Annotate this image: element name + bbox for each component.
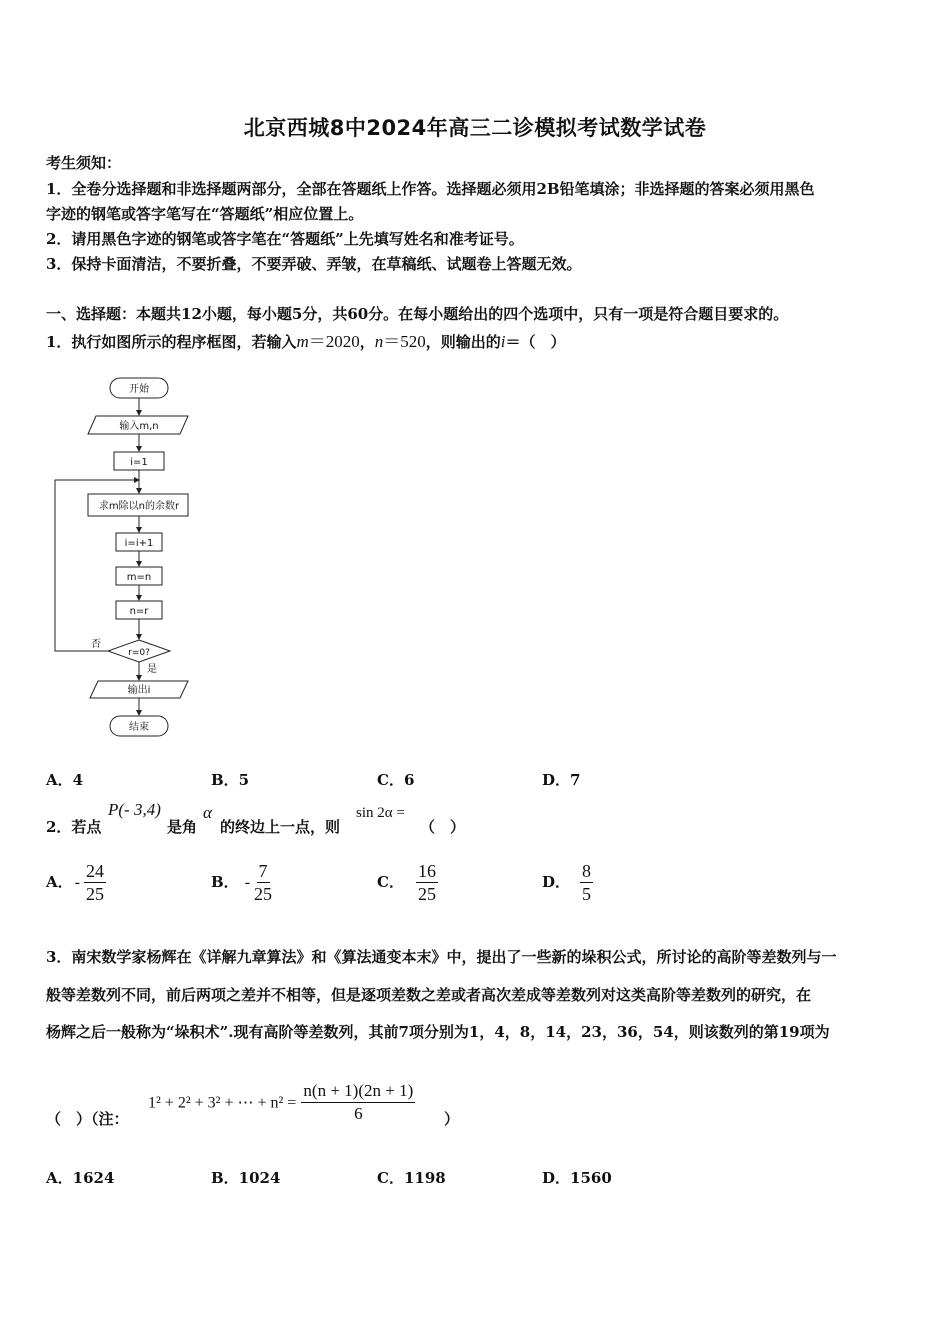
q3-formula-num: n(n + 1)(2n + 1) bbox=[301, 1080, 415, 1103]
flow-remainder-label: 求m除以n的余数r bbox=[98, 501, 180, 512]
q2-alpha: α bbox=[203, 803, 212, 822]
q3-note-suffix: ） bbox=[444, 1110, 460, 1128]
q3-line-1: 3．南宋数学家杨辉在《详解九章算法》和《算法通变本末》中，提出了一些新的垛积公式，所讨论的高阶等差数列与一 bbox=[46, 948, 837, 966]
q2-option-c-num: 16 bbox=[417, 861, 436, 881]
q2-option-b-num: 7 bbox=[258, 861, 268, 881]
flowchart bbox=[40, 370, 220, 745]
notice-line-1b: 字迹的钢笔或答字笔写在“答题纸”相应位置上。 bbox=[46, 205, 364, 223]
q2-mid: 是角 bbox=[167, 818, 198, 836]
flow-input-label: 输入m,n bbox=[119, 421, 159, 432]
q3-note-prefix: （ ）（注： bbox=[46, 1110, 129, 1128]
flow-yes-label: 是 bbox=[147, 664, 157, 675]
q3-formula bbox=[148, 1080, 415, 1125]
q3-option-d: D．1560 bbox=[542, 1169, 612, 1187]
q2-option-a-label: A． bbox=[46, 873, 73, 891]
q3-formula-lhs: 1² + 2² + 3² + ⋯ + n² = bbox=[148, 1094, 297, 1112]
q2-option-b-label: B． bbox=[211, 873, 239, 891]
notice-line-1a: 1．全卷分选择题和非选择题两部分，全部在答题纸上作答。选择题必须用2B铅笔填涂；非选择题的答案必须用黑色 bbox=[46, 180, 815, 198]
q2-suffix: （ ） bbox=[420, 818, 466, 836]
q1-m-val: ＝2020 bbox=[308, 332, 360, 351]
q2-option-b-den: 25 bbox=[254, 884, 273, 904]
notice-line-2: 2．请用黑色字迹的钢笔或答字笔在“答题纸”上先填写姓名和准考证号。 bbox=[46, 230, 524, 248]
q3-option-a: A．1624 bbox=[46, 1169, 115, 1187]
flow-start-label: 开始 bbox=[129, 384, 149, 395]
q2-option-a bbox=[46, 860, 106, 905]
q2-point: P(- 3,4) bbox=[108, 800, 161, 819]
flow-inc-label: i=i+1 bbox=[124, 538, 154, 549]
flow-assign-m-label: m=n bbox=[126, 572, 152, 583]
q1-n-val: ＝520 bbox=[383, 332, 426, 351]
q3-line-3: 杨辉之后一般称为“垛积术”.现有高阶等差数列，其前7项分别为1，4，8，14，23，36，54，则该数列的第19项为 bbox=[46, 1023, 830, 1041]
q1-suffix: ＝（ ） bbox=[505, 333, 566, 351]
q2-expr: sin 2α = bbox=[356, 805, 405, 821]
q1-option-b: B．5 bbox=[211, 771, 250, 789]
q2-prefix: 2．若点 bbox=[46, 818, 102, 836]
question-1-stem bbox=[46, 327, 566, 352]
q2-option-b-sign: - bbox=[244, 874, 251, 891]
q2-option-d-label: D． bbox=[542, 873, 571, 891]
q2-option-c bbox=[377, 860, 438, 905]
notice-heading: 考生须知： bbox=[46, 154, 122, 172]
q2-option-a-num: 24 bbox=[85, 861, 104, 881]
flow-output-label: 输出i bbox=[127, 685, 151, 696]
page-title: 北京西城8中2024年高三二诊模拟考试数学试卷 bbox=[243, 116, 707, 140]
q2-option-d bbox=[542, 860, 593, 905]
q1-comma: ， bbox=[359, 333, 375, 351]
q1-option-c: C．6 bbox=[377, 771, 415, 789]
flow-no-label: 否 bbox=[91, 639, 101, 650]
q1-prefix: 1．执行如图所示的程序框图，若输入 bbox=[46, 333, 297, 351]
q3-formula-den: 6 bbox=[354, 1104, 363, 1123]
q3-line-2: 般等差数列不同，前后两项之差并不相等，但是逐项差数之差或者高次差成等差数列对这类高阶等差数列的研究，在 bbox=[46, 986, 812, 1004]
q1-m-var: m bbox=[296, 332, 309, 351]
q1-n-var: n bbox=[374, 332, 384, 351]
q2-option-d-den: 5 bbox=[582, 884, 592, 904]
q3-option-c: C．1198 bbox=[377, 1169, 446, 1187]
q1-mid: ，则输出的 bbox=[425, 333, 501, 351]
q2-option-c-den: 25 bbox=[417, 884, 436, 904]
q1-i-var: i bbox=[500, 332, 506, 351]
flow-cond-label: r=0? bbox=[128, 648, 150, 658]
section-heading: 一、选择题：本题共12小题，每小题5分，共60分。在每小题给出的四个选项中，只有一项是符合题目要求的。 bbox=[46, 305, 789, 323]
q2-option-b bbox=[211, 860, 272, 905]
flow-init-label: i=1 bbox=[130, 457, 148, 468]
q3-option-b: B．1024 bbox=[211, 1169, 281, 1187]
q2-mid2: 的终边上一点，则 bbox=[220, 818, 341, 836]
q2-option-c-label: C． bbox=[377, 873, 404, 891]
q1-option-d: D．7 bbox=[542, 771, 581, 789]
q2-option-d-num: 8 bbox=[582, 861, 592, 881]
q1-option-a: A．4 bbox=[46, 771, 84, 789]
q2-option-a-sign: - bbox=[74, 874, 80, 891]
notice-line-3: 3．保持卡面清洁，不要折叠，不要弄破、弄皱，在草稿纸、试题卷上答题无效。 bbox=[46, 255, 582, 273]
flow-end-label: 结束 bbox=[129, 722, 149, 733]
flow-assign-n-label: n=r bbox=[129, 606, 149, 617]
q2-option-a-den: 25 bbox=[85, 884, 104, 904]
